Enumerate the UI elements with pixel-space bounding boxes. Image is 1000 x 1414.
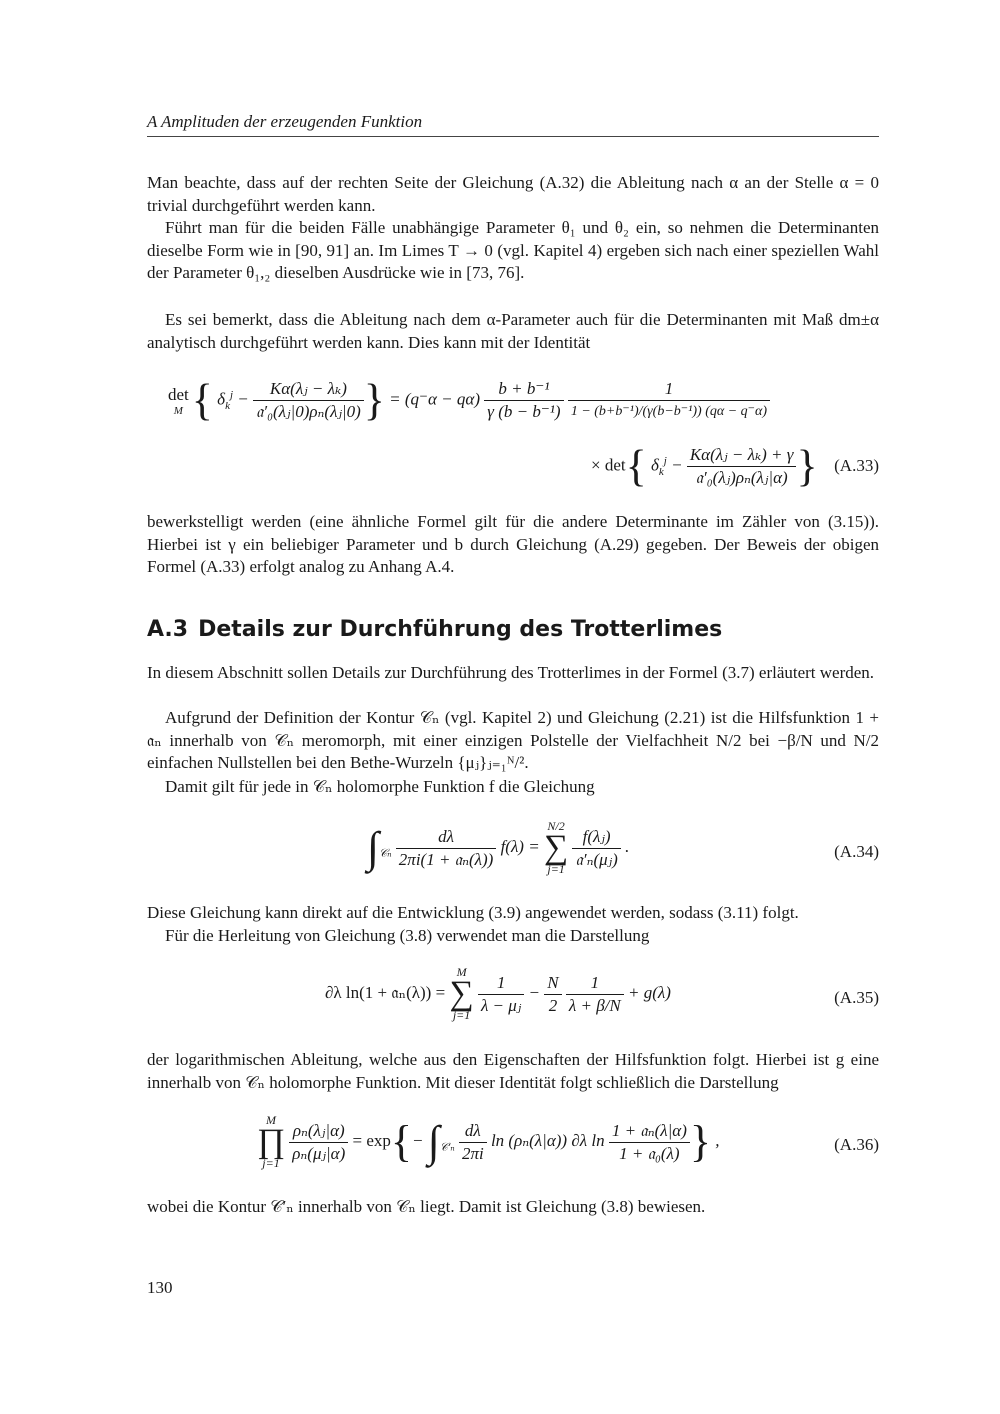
- a35-f3-denominator: λ + β/N: [568, 995, 621, 1015]
- integral-contour: 𝒞ₙ: [379, 847, 392, 860]
- equation-number-a33: (A.33): [834, 456, 879, 475]
- paragraph-3: Es sei bemerkt, dass die Ableitung nach dem α-Parameter auch für die Determinanten mit Maß dm±α analytisch durchgeführt werden kann. Dies kann mit der Identität: [147, 310, 879, 352]
- section-title: Details zur Durchführung des Trotterlimes: [198, 617, 723, 642]
- a36-f3-denominator: 1 + 𝔞₀(λ): [619, 1143, 680, 1163]
- equation-a35-body: [325, 966, 671, 1022]
- equation-a34-body: [367, 820, 629, 876]
- left-brace: {: [191, 375, 213, 425]
- paragraph-9: Für die Herleitung von Gleichung (3.8) verwendet man die Darstellung: [165, 926, 650, 945]
- a34-f1-numerator: dλ: [396, 826, 497, 849]
- a33-lhs-denominator: 𝔞′₀(λⱼ|0)ρₙ(λⱼ|0): [256, 402, 361, 421]
- a35-f1-numerator: 1: [478, 972, 524, 995]
- page-number: 130: [147, 1278, 173, 1297]
- product-sign: ∏: [257, 1123, 285, 1160]
- integral-sign: ∫: [367, 823, 380, 872]
- right-brace: }: [363, 375, 385, 425]
- a34-f2-denominator: 𝔞′ₙ(μⱼ): [575, 849, 618, 869]
- equation-number-a36: (A.36): [834, 1135, 879, 1154]
- equation-a33-line1: det M { $\delta_k^j$ − $\frac{\text{Kα(λⱼ − λₖ)}}{\text{𝔞′₀(λⱼ|0)ρₙ(λⱼ|0)}}$ } = (q⁻α − qα) $\frac{\text{b + b⁻¹}}{\text{γ (b − b⁻¹)}}$ $\frac{1}{\text{1 − (b+b⁻¹)/(γ(b−b⁻¹)) (qα − q⁻α)}}$: [165, 378, 770, 423]
- a33-rhs-fraction: [687, 444, 797, 489]
- equation-a35: [147, 966, 879, 1030]
- equation-a34: [147, 820, 879, 884]
- equation-number-a35: (A.35): [834, 988, 879, 1007]
- a34-f2-numerator: f(λⱼ): [572, 826, 620, 849]
- sum-upper-a35: M: [456, 965, 467, 979]
- left-brace-2: {: [625, 441, 647, 491]
- sum-sign-a35: ∑: [449, 975, 474, 1012]
- a36-f1-denominator: ρₙ(μⱼ|α): [292, 1143, 346, 1163]
- a36-fraction-2: [459, 1120, 487, 1165]
- a35-tail: + g(λ): [628, 982, 671, 1002]
- product-lower: j=1: [262, 1156, 280, 1170]
- paragraph-6: Aufgrund der Definition der Kontur 𝒞ₙ (vgl. Kapitel 2) und Gleichung (2.21) ist die Hilfsfunktion 1 + 𝔞ₙ innerhalb von 𝒞ₙ meromorph, mit einer einzigen Polstelle der Vielfachheit N/2 bei −β/N und N/2 einfachen Nullstellen bei den Bethe-Wurzeln {μⱼ}ⱼ₌₁ᴺ/².: [147, 708, 879, 773]
- det-subscript: M: [173, 405, 183, 417]
- equation-number-a34: (A.34): [834, 842, 879, 861]
- product-operator: [257, 1114, 285, 1170]
- det-label: det: [168, 385, 189, 404]
- section-heading: [147, 616, 879, 644]
- equation-a36: [147, 1114, 879, 1180]
- a33-inverse-denominator: 1 − (b+b⁻¹)/(γ(b−b⁻¹)) (qα − q⁻α): [570, 404, 768, 419]
- a35-f1-denominator: λ − μⱼ: [480, 995, 522, 1015]
- section-number: A.3: [147, 617, 189, 642]
- right-brace-2: }: [796, 441, 818, 491]
- times-det: × det: [591, 455, 626, 475]
- a33-b-denominator: γ (b − b⁻¹): [487, 402, 561, 421]
- a36-tail: ,: [715, 1130, 720, 1150]
- a35-lhs: ∂λ ln(1 + 𝔞ₙ(λ)) =: [325, 982, 446, 1002]
- a35-fraction-2: [544, 972, 561, 1017]
- paragraph-1: Man beachte, dass auf der rechten Seite der Gleichung (A.32) die Ableitung nach α an der Stelle α = 0 trivial durchgeführt werden kann.: [147, 173, 879, 215]
- a34-tail: .: [625, 836, 630, 856]
- det-operator: [165, 384, 192, 417]
- equation-a33-line2: × det{ $\delta_k^j$ − $\frac{\text{Kα(λⱼ − λₖ) + γ}}{\text{𝔞′₀(λⱼ)ρₙ(λⱼ|α)}}$ }: [591, 441, 818, 491]
- a36-f1-numerator: ρₙ(λⱼ|α): [289, 1120, 348, 1143]
- sum-lower: j=1: [547, 862, 565, 876]
- paragraph-8: Diese Gleichung kann direkt auf die Entwicklung (3.9) angewendet werden, sodass (3.11) folgt.: [147, 903, 799, 922]
- a33-b-numerator: b + b⁻¹: [484, 378, 563, 401]
- a36-right-brace: }: [689, 1117, 711, 1166]
- a36-f2-denominator: 2πi: [461, 1143, 484, 1163]
- sum-sign: ∑: [543, 829, 569, 866]
- product-upper: M: [266, 1113, 276, 1127]
- a34-fraction-2: [572, 826, 620, 871]
- a35-f2-denominator: 2: [548, 995, 558, 1015]
- a36-middle: ln (ρₙ(λ|α)) ∂λ ln: [490, 1130, 605, 1150]
- a36-f3-numerator: 1 + 𝔞ₙ(λ|α): [609, 1120, 690, 1143]
- sum-operator-a35: [449, 966, 473, 1022]
- a34-f1-denominator: 2πi(1 + 𝔞ₙ(λ)): [398, 849, 494, 869]
- a33-rhs-numerator: Kα(λⱼ − λₖ) + γ: [687, 444, 797, 467]
- a33-rhs-denominator: 𝔞′₀(λⱼ)ρₙ(λⱼ|α): [695, 468, 788, 487]
- a36-exp: = exp: [352, 1130, 391, 1150]
- equation-a36-body: M ∏ j=1 $\frac{\text{ρₙ(λⱼ|α)}}{\text{ρₙ(μⱼ|α)}}$ = $\exp\{- \int_{𝒞'_n}$ $\frac{d\lambda}{2\pi i}$ ln (ρₙ(λ|α)) ∂λ ln $\frac{\text{1 + 𝔞ₙ(λ|α)}}{\text{1 + 𝔞₀(λ)}}$ } ,: [257, 1113, 720, 1170]
- a33-lhs-numerator: Kα(λⱼ − λₖ): [253, 378, 364, 401]
- a35-f2-numerator: N: [544, 972, 561, 995]
- paragraph-10: der logarithmischen Ableitung, welche aus den Eigenschaften der Hilfsfunktion folgt. Hierbei ist g eine innerhalb von 𝒞ₙ holomorphe Funktion. Mit dieser Identität folgt schließlich die Darstellung: [147, 1050, 879, 1092]
- a35-minus: −: [528, 982, 541, 1002]
- paragraph-4: bewerkstelligt werden (eine ähnliche Formel gilt für die andere Determinante im Zähler von (3.15)). Hierbei ist γ ein beliebiger Parameter und b durch Gleichung (A.29) gegeben. Der Beweis der obigen Formel (A.33) erfolgt analog zu Anhang A.4.: [147, 512, 879, 577]
- a33-inverse-numerator: 1: [568, 378, 770, 401]
- a33-fraction-inverse: [568, 378, 770, 423]
- a36-fraction-1: [289, 1120, 348, 1165]
- a36-f2-numerator: dλ: [459, 1120, 487, 1143]
- a35-fraction-1: [478, 972, 524, 1017]
- a36-integral-contour: 𝒞′ₙ: [439, 1141, 455, 1154]
- a36-left-brace: {: [390, 1117, 413, 1166]
- sum-operator: [544, 820, 568, 876]
- paragraph-2: Führt man für die beiden Fälle unabhängige Parameter θ₁ und θ₂ ein, so nehmen die Determinanten dieselbe Form wie in [90, 91] an. Im Limes T → 0 (vgl. Kapitel 4) ergeben sich nach einer speziellen Wahl der Parameter θ₁,₂ dieselben Ausdrücke wie in [73, 76].: [147, 218, 879, 283]
- sum-upper: N/2: [547, 819, 565, 833]
- a33-fraction-b: [484, 378, 563, 423]
- header-rule: [147, 136, 879, 137]
- a33-factor-q: = (q⁻α − qα): [389, 389, 480, 409]
- equation-a33: [147, 375, 879, 498]
- a35-fraction-3: [566, 972, 624, 1017]
- a34-fraction-1: [396, 826, 497, 871]
- sum-lower-a35: j=1: [452, 1008, 471, 1022]
- a36-fraction-3: [609, 1120, 690, 1165]
- a35-f3-numerator: 1: [566, 972, 624, 995]
- paragraph-5: In diesem Abschnitt sollen Details zur Durchführung des Trotterlimes in der Formel (3.7) erläutert werden.: [147, 663, 875, 682]
- a36-integral-sign: ∫: [427, 1117, 440, 1166]
- a33-lhs-fraction: [253, 378, 364, 423]
- paragraph-7: Damit gilt für jede in 𝒞ₙ holomorphe Funktion f die Gleichung: [165, 777, 595, 796]
- running-head: A Amplituden der erzeugenden Funktion: [147, 112, 423, 131]
- paragraph-11: wobei die Kontur 𝒞′ₙ innerhalb von 𝒞ₙ liegt. Damit ist Gleichung (3.8) bewiesen.: [147, 1197, 706, 1216]
- a34-middle: f(λ) =: [500, 836, 540, 856]
